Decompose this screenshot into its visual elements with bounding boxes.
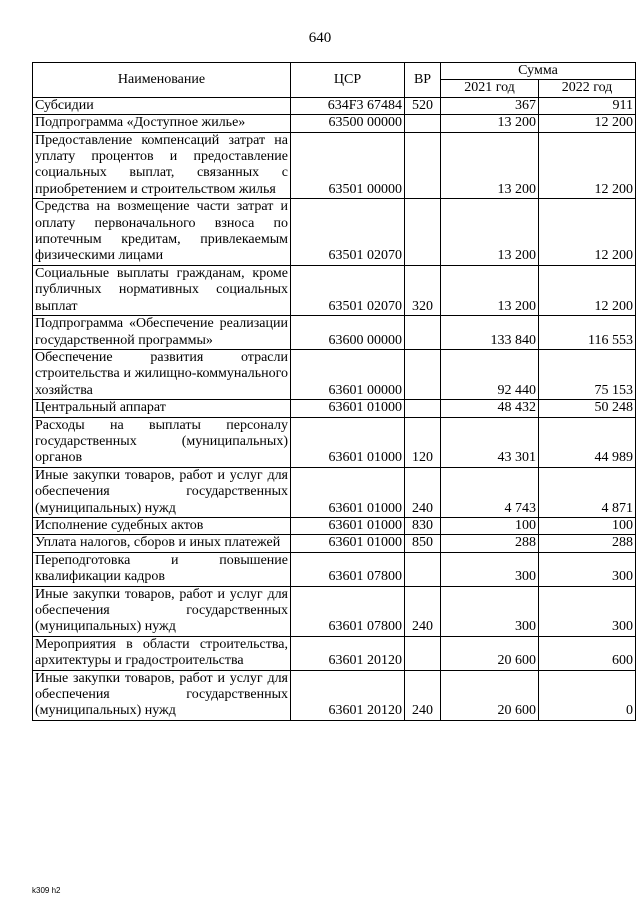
row-csr: 63601 01000 (291, 400, 405, 417)
row-2021: 300 (441, 552, 539, 586)
row-csr: 634F3 67484 (291, 97, 405, 114)
table-row (33, 535, 636, 552)
row-csr: 63500 00000 (291, 115, 405, 132)
table-row (33, 417, 636, 467)
table-row (33, 400, 636, 417)
row-csr: 63601 01000 (291, 517, 405, 534)
row-2022: 75 153 (539, 349, 636, 399)
row-vr: 520 (405, 97, 441, 114)
row-csr: 63601 00000 (291, 349, 405, 399)
row-2022: 288 (539, 535, 636, 552)
table-row (33, 636, 636, 670)
row-2022: 12 200 (539, 199, 636, 266)
row-vr: 240 (405, 467, 441, 517)
row-2021: 288 (441, 535, 539, 552)
row-name: Иные закупки товаров, работ и услуг для обеспечения государственных (муниципальных) нужд (33, 670, 291, 720)
row-vr (405, 349, 441, 399)
row-name: Субсидии (33, 97, 291, 114)
row-name: Иные закупки товаров, работ и услуг для обеспечения государственных (муниципальных) нужд (33, 586, 291, 636)
row-2022: 50 248 (539, 400, 636, 417)
header-2021: 2021 год (441, 80, 539, 97)
row-vr (405, 115, 441, 132)
row-vr (405, 132, 441, 199)
row-csr: 63501 02070 (291, 265, 405, 315)
row-csr: 63601 07800 (291, 586, 405, 636)
row-2022: 911 (539, 97, 636, 114)
row-csr: 63501 02070 (291, 199, 405, 266)
row-vr (405, 636, 441, 670)
row-2021: 20 600 (441, 670, 539, 720)
row-name: Уплата налогов, сборов и иных платежей (33, 535, 291, 552)
row-2022: 600 (539, 636, 636, 670)
row-2021: 4 743 (441, 467, 539, 517)
row-2021: 92 440 (441, 349, 539, 399)
row-vr: 850 (405, 535, 441, 552)
header-2022: 2022 год (539, 80, 636, 97)
row-vr (405, 199, 441, 266)
row-2022: 12 200 (539, 265, 636, 315)
row-2022: 44 989 (539, 417, 636, 467)
row-csr: 63601 01000 (291, 467, 405, 517)
row-2022: 4 871 (539, 467, 636, 517)
row-csr: 63601 07800 (291, 552, 405, 586)
header-csr: ЦСР (291, 63, 405, 98)
row-2021: 13 200 (441, 199, 539, 266)
row-2022: 116 553 (539, 316, 636, 350)
header-name: Наименование (33, 63, 291, 98)
row-name: Предоставление компенсаций затрат на уплату процентов и предоставление социальных выплат, связанных с приобретением и строительством жилья (33, 132, 291, 199)
table-row (33, 517, 636, 534)
table-row (33, 349, 636, 399)
row-2021: 48 432 (441, 400, 539, 417)
row-2021: 367 (441, 97, 539, 114)
row-name: Расходы на выплаты персоналу государственных (муниципальных) органов (33, 417, 291, 467)
row-vr: 240 (405, 670, 441, 720)
row-name: Подпрограмма «Обеспечение реализации государственной программы» (33, 316, 291, 350)
row-2022: 12 200 (539, 115, 636, 132)
row-vr: 120 (405, 417, 441, 467)
row-2021: 20 600 (441, 636, 539, 670)
row-csr: 63601 20120 (291, 670, 405, 720)
row-2021: 43 301 (441, 417, 539, 467)
table-row (33, 265, 636, 315)
row-2021: 300 (441, 586, 539, 636)
row-vr: 320 (405, 265, 441, 315)
table-row (33, 132, 636, 199)
row-vr: 830 (405, 517, 441, 534)
row-name: Социальные выплаты гражданам, кроме публичных нормативных социальных выплат (33, 265, 291, 315)
table-row (33, 199, 636, 266)
table-row (33, 316, 636, 350)
row-vr (405, 400, 441, 417)
row-2022: 100 (539, 517, 636, 534)
table-row (33, 552, 636, 586)
row-csr: 63601 01000 (291, 417, 405, 467)
row-2022: 0 (539, 670, 636, 720)
row-name: Средства на возмещение части затрат и оплату первоначального взноса по ипотечным кредитам, привлекаемым физическими лицами (33, 199, 291, 266)
row-name: Подпрограмма «Доступное жилье» (33, 115, 291, 132)
table-row (33, 115, 636, 132)
footer-code: k309 h2 (32, 886, 61, 895)
budget-table (32, 62, 636, 721)
row-2022: 12 200 (539, 132, 636, 199)
row-vr: 240 (405, 586, 441, 636)
row-csr: 63501 00000 (291, 132, 405, 199)
row-2021: 13 200 (441, 265, 539, 315)
row-csr: 63601 20120 (291, 636, 405, 670)
row-name: Переподготовка и повышение квалификации кадров (33, 552, 291, 586)
row-vr (405, 316, 441, 350)
row-name: Исполнение судебных актов (33, 517, 291, 534)
row-name: Мероприятия в области строительства, архитектуры и градостроительства (33, 636, 291, 670)
row-vr (405, 552, 441, 586)
table-body (33, 97, 636, 720)
row-name: Центральный аппарат (33, 400, 291, 417)
row-name: Обеспечение развития отрасли строительства и жилищно-коммунального хозяйства (33, 349, 291, 399)
table-row (33, 670, 636, 720)
row-2021: 133 840 (441, 316, 539, 350)
table-row (33, 97, 636, 114)
row-2021: 13 200 (441, 115, 539, 132)
table-row (33, 467, 636, 517)
row-2021: 13 200 (441, 132, 539, 199)
header-vr: ВР (405, 63, 441, 98)
row-name: Иные закупки товаров, работ и услуг для обеспечения государственных (муниципальных) нужд (33, 467, 291, 517)
row-csr: 63600 00000 (291, 316, 405, 350)
page-number: 640 (308, 30, 332, 46)
header-sum: Сумма (441, 63, 636, 80)
table-row (33, 586, 636, 636)
row-csr: 63601 01000 (291, 535, 405, 552)
row-2022: 300 (539, 552, 636, 586)
row-2021: 100 (441, 517, 539, 534)
row-2022: 300 (539, 586, 636, 636)
